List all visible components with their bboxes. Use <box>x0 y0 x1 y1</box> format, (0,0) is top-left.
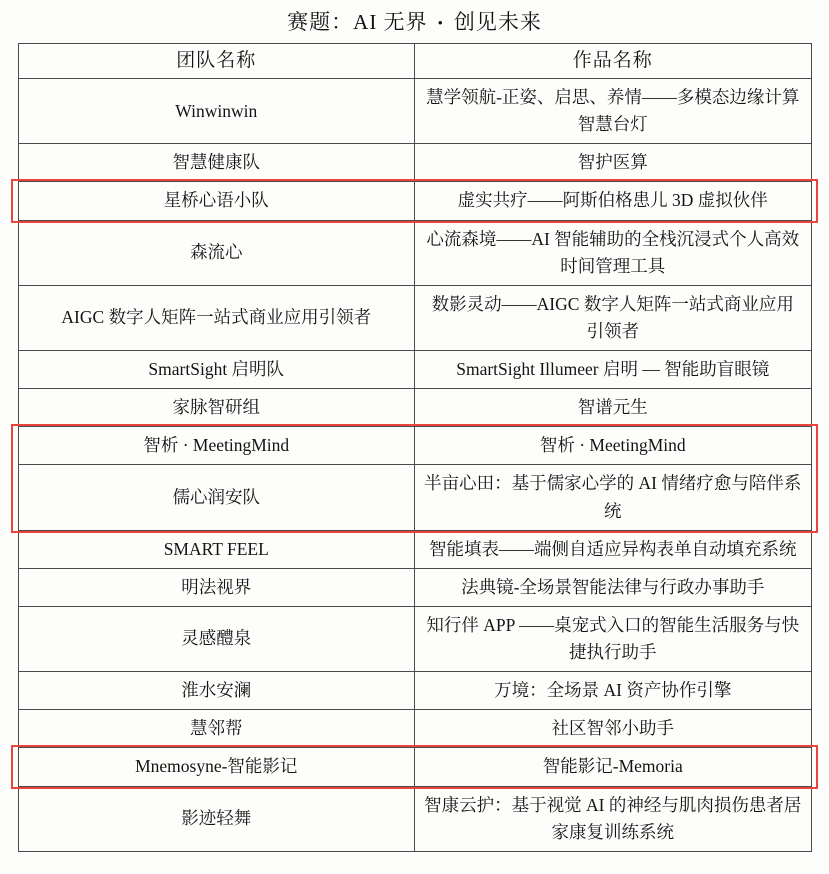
team-name-text: 星桥心语小队 <box>163 190 269 211</box>
table-row <box>18 710 811 748</box>
table-row <box>18 786 811 851</box>
cell-work-name <box>415 568 812 606</box>
table-row <box>18 79 811 144</box>
cell-work-name <box>415 220 812 285</box>
cell-work-name <box>415 427 812 465</box>
team-name-text: AIGC 数字人矩阵一站式商业应用引领者 <box>61 307 372 328</box>
cell-team-name <box>18 427 415 465</box>
work-name-text: 知行伴 APP ——桌宠式入口的智能生活服务与快捷执行助手 <box>426 614 800 662</box>
team-name-text: Winwinwin <box>175 100 258 121</box>
table-row <box>18 748 811 786</box>
table-row <box>18 465 811 530</box>
work-name-text: 虚实共疗——阿斯伯格患儿 3D 虚拟伙伴 <box>457 190 768 211</box>
team-name-text: 影迹轻舞 <box>181 808 252 829</box>
cell-team-name <box>18 285 415 350</box>
team-name-text: 明法视界 <box>181 576 252 597</box>
cell-team-name <box>18 79 415 144</box>
cell-work-name <box>415 748 812 786</box>
cell-team-name <box>18 786 415 851</box>
cell-team-name <box>18 710 415 748</box>
table-row <box>18 389 811 427</box>
cell-work-name <box>415 79 812 144</box>
work-name-text: 智护医算 <box>577 152 648 173</box>
cell-work-name <box>415 182 812 220</box>
work-name-text: 慧学领航-正姿、启思、养情——多模态边缘计算智慧台灯 <box>426 87 800 135</box>
team-name-text: SMART FEEL <box>163 538 269 559</box>
column-header-work: 作品名称 <box>415 44 812 79</box>
table-row <box>18 285 811 350</box>
page-title <box>0 0 829 43</box>
cell-work-name <box>415 710 812 748</box>
table-body <box>18 79 811 852</box>
table-row <box>18 427 811 465</box>
cell-team-name <box>18 389 415 427</box>
cell-team-name <box>18 465 415 530</box>
cell-team-name <box>18 182 415 220</box>
cell-work-name <box>415 530 812 568</box>
cell-work-name <box>415 389 812 427</box>
table-row <box>18 672 811 710</box>
team-name-text: 淮水安澜 <box>181 680 252 701</box>
cell-team-name <box>18 351 415 389</box>
work-name-text: 数影灵动——AIGC 数字人矩阵一站式商业应用引领者 <box>431 293 794 341</box>
cell-work-name <box>415 351 812 389</box>
cell-team-name <box>18 606 415 671</box>
cell-team-name <box>18 220 415 285</box>
table-row <box>18 144 811 182</box>
team-name-text: 森流心 <box>190 242 243 263</box>
work-name-text: 智谱元生 <box>577 397 648 418</box>
cell-work-name <box>415 672 812 710</box>
team-name-text: 家脉智研组 <box>172 397 260 418</box>
cell-work-name <box>415 144 812 182</box>
cell-team-name <box>18 748 415 786</box>
team-name-text: Mnemosyne-智能影记 <box>135 756 298 777</box>
team-name-text: SmartSight 启明队 <box>148 359 285 379</box>
cell-work-name <box>415 285 812 350</box>
work-name-text: 社区智邻小助手 <box>551 718 674 739</box>
work-name-text: 智能影记-Memoria <box>542 756 683 777</box>
team-name-text: 智慧健康队 <box>172 152 260 173</box>
table-row <box>18 182 811 220</box>
table-row <box>18 568 811 606</box>
page-title-prefix: 赛题：AI 无界 <box>287 10 428 34</box>
cell-work-name <box>415 786 812 851</box>
team-name-text: 慧邻帮 <box>190 718 243 739</box>
page-title-separator: • <box>437 15 444 32</box>
work-name-text: 智析 · MeetingMind <box>539 435 686 456</box>
cell-team-name <box>18 530 415 568</box>
cell-team-name <box>18 568 415 606</box>
table-row <box>18 606 811 671</box>
column-header-team: 团队名称 <box>18 44 415 79</box>
work-name-text: 智能填表——端侧自适应异构表单自动填充系统 <box>429 538 797 559</box>
table-row <box>18 351 811 389</box>
work-name-text: 半亩心田：基于儒家心学的 AI 情绪疗愈与陪伴系统 <box>424 473 802 521</box>
cell-work-name <box>415 606 812 671</box>
work-name-text: 心流森境——AI 智能辅助的全栈沉浸式个人高效时间管理工具 <box>426 228 800 276</box>
work-name-text: 万境：全场景 AI 资产协作引擎 <box>494 680 732 701</box>
table-row <box>18 530 811 568</box>
teams-table <box>18 43 812 852</box>
team-name-text: 灵感醴泉 <box>181 628 252 649</box>
work-name-text: 法典镜-全场景智能法律与行政办事助手 <box>461 576 765 597</box>
page-title-suffix: 创见未来 <box>453 10 542 34</box>
team-name-text: 儒心润安队 <box>172 486 260 507</box>
work-name-text: SmartSight Illumeer 启明 — 智能助盲眼镜 <box>456 359 770 379</box>
work-name-text: 智康云护：基于视觉 AI 的神经与肌肉损伤患者居家康复训练系统 <box>424 794 802 842</box>
table-row <box>18 220 811 285</box>
cell-team-name <box>18 672 415 710</box>
team-name-text: 智析 · MeetingMind <box>143 435 290 456</box>
cell-team-name <box>18 144 415 182</box>
table-header-row <box>18 44 811 79</box>
cell-work-name <box>415 465 812 530</box>
